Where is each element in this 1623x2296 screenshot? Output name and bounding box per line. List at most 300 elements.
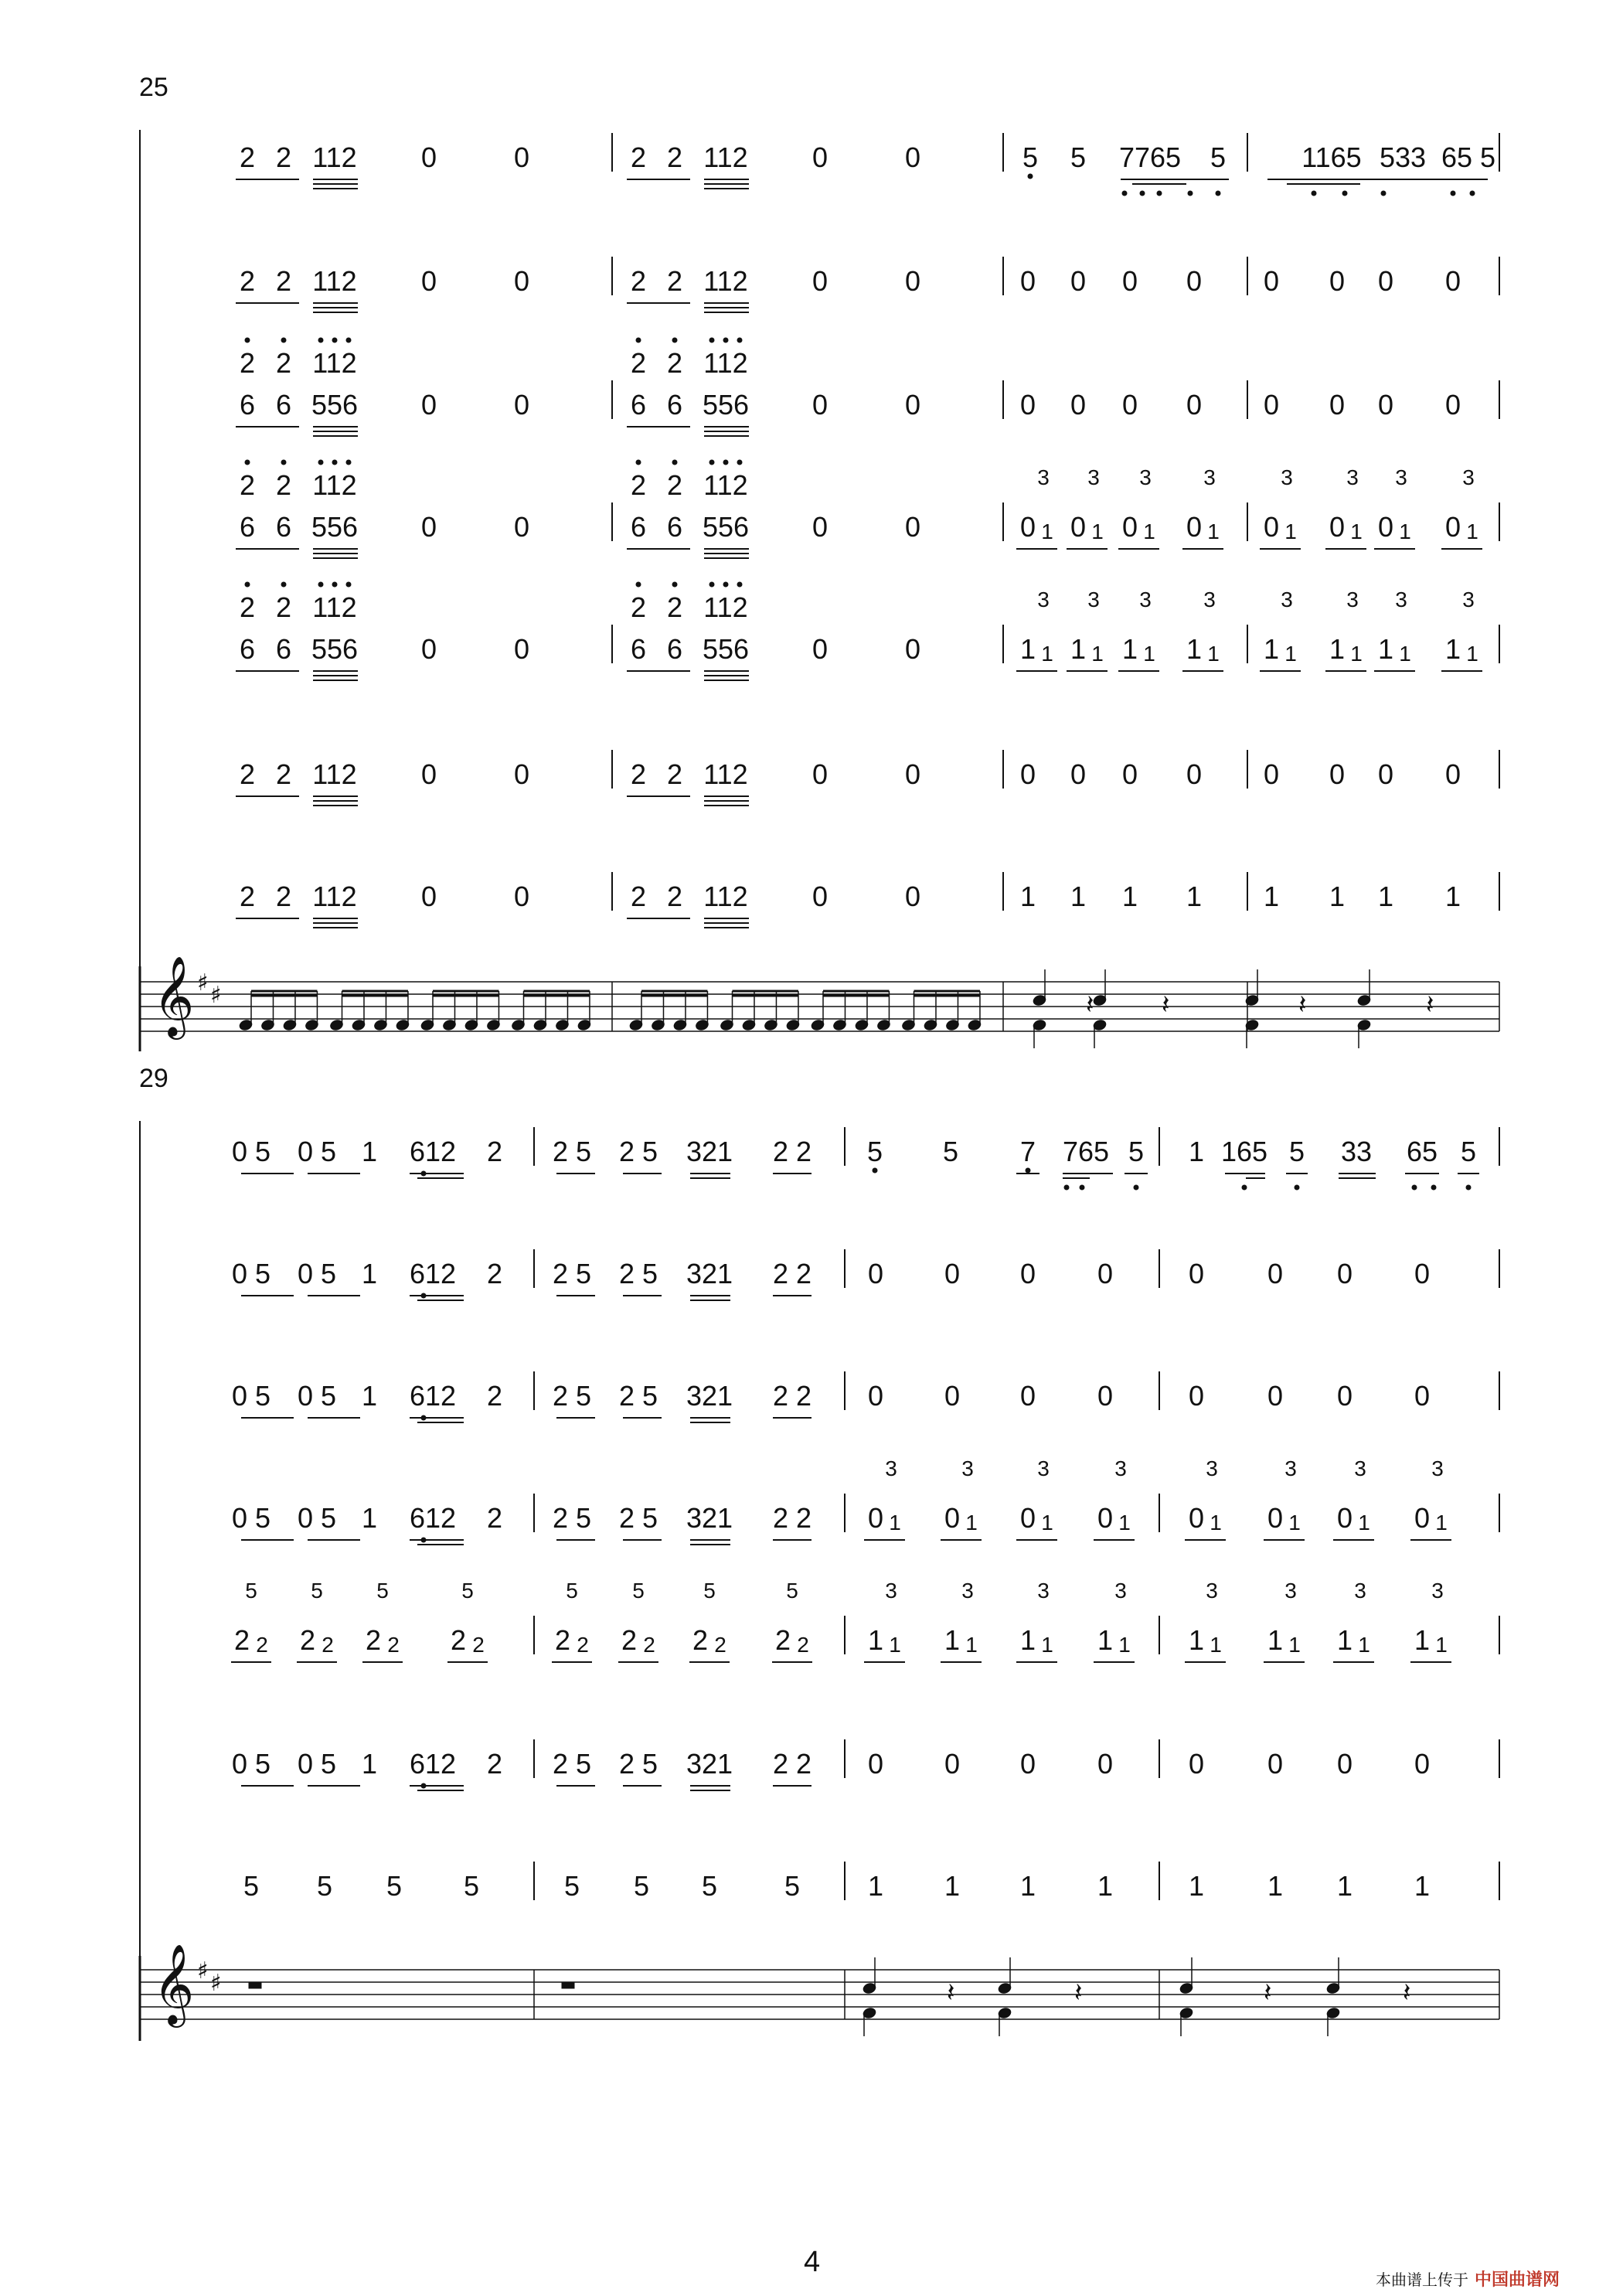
- note-group: 0 5: [297, 1258, 337, 1289]
- quarter-rest-icon: 𝄽: [1426, 990, 1434, 1020]
- note-small: 1: [1288, 1511, 1301, 1535]
- note-small: 1: [1399, 642, 1411, 666]
- note: 1: [1336, 1870, 1353, 1902]
- note-small: 1: [1466, 519, 1478, 543]
- note: 0: [1414, 1380, 1431, 1412]
- note: 0: [1263, 758, 1280, 790]
- tuplet-number: 3: [1431, 1579, 1444, 1603]
- note: 0: [1121, 389, 1138, 421]
- tuplet-number: 3: [1139, 465, 1152, 489]
- tuplet-number: 3: [1037, 1456, 1050, 1480]
- note-small: 1: [1041, 519, 1053, 543]
- tuplet-number: 3: [1037, 1579, 1050, 1603]
- note: 2: [275, 265, 292, 297]
- note: 0: [1188, 1502, 1205, 1534]
- note-upper: 2: [239, 591, 256, 623]
- note: 0: [1329, 265, 1346, 297]
- note-group: 612: [409, 1748, 457, 1780]
- note-group: 0 5: [231, 1258, 271, 1289]
- note: 2: [486, 1258, 503, 1289]
- note-group: 112: [312, 758, 357, 790]
- note-upper: 2: [666, 347, 683, 379]
- note: 0: [1267, 1502, 1284, 1534]
- note-group: 2 5: [618, 1380, 658, 1412]
- note-small: 1: [1284, 519, 1297, 543]
- note: 2: [239, 265, 256, 297]
- note-small: 1: [1041, 1511, 1053, 1535]
- octave-dot: [1431, 1185, 1437, 1191]
- note-small: 1: [1207, 519, 1220, 543]
- octave-dot: [1188, 191, 1193, 196]
- note: 0: [1097, 1258, 1114, 1289]
- octave-dot: [1312, 191, 1317, 196]
- note: 0: [867, 1380, 884, 1412]
- note-group: 0 5: [231, 1502, 271, 1534]
- octave-dot: [1028, 174, 1033, 179]
- note: 2: [275, 141, 292, 173]
- note-small: 2: [577, 1633, 589, 1657]
- note-group: 2 5: [618, 1502, 658, 1534]
- note: 1: [1414, 1870, 1431, 1902]
- note-group: 65 5: [1441, 141, 1496, 173]
- quarter-rest-icon: 𝄽: [1298, 990, 1307, 1020]
- octave-dot: [1342, 191, 1348, 196]
- note: 0: [1377, 389, 1394, 421]
- rest: 0: [904, 633, 921, 665]
- octave-dot: [281, 338, 287, 343]
- note-group: 112: [703, 881, 748, 912]
- note-group: 612: [409, 1136, 457, 1167]
- tuplet-number: 3: [1431, 1456, 1444, 1480]
- tuplet-number: 3: [1206, 1456, 1218, 1480]
- note: 0: [1377, 511, 1394, 543]
- note-small: 2: [797, 1633, 809, 1657]
- note-group: 321: [686, 1136, 733, 1167]
- note-group: 556: [702, 511, 750, 543]
- octave-dot: [737, 460, 743, 465]
- note: 0: [1329, 389, 1346, 421]
- quarter-rest-icon: 𝄽: [1403, 1977, 1411, 2008]
- tuplet-number: 3: [961, 1579, 974, 1603]
- note: 0: [944, 1380, 961, 1412]
- note: 2: [486, 1748, 503, 1780]
- note: 1: [1263, 633, 1280, 665]
- note-group: 2 5: [618, 1748, 658, 1780]
- note: 5: [563, 1870, 580, 1902]
- rest: 0: [904, 511, 921, 543]
- note-group: 0 5: [297, 1748, 337, 1780]
- upper-number: 5: [376, 1579, 389, 1603]
- note: 0: [1336, 1380, 1353, 1412]
- note-small: 1: [1358, 1511, 1370, 1535]
- note-small: 1: [889, 1511, 901, 1535]
- note-small: 1: [1143, 642, 1155, 666]
- rest: 0: [420, 633, 437, 665]
- quarter-rest-icon: 𝄽: [1264, 1977, 1272, 2008]
- sharp-icon: ♯: [210, 1970, 222, 1997]
- note: 1: [867, 1870, 884, 1902]
- note-group: 2 5: [618, 1136, 658, 1167]
- note-group: 556: [311, 633, 359, 665]
- note: 0: [1188, 1748, 1205, 1780]
- note: 0: [1329, 758, 1346, 790]
- note: 1: [1019, 633, 1036, 665]
- tuplet-number: 3: [1087, 465, 1100, 489]
- note: 5: [942, 1136, 959, 1167]
- note: 0: [1019, 1748, 1036, 1780]
- octave-dot: [1157, 191, 1162, 196]
- note-upper: 2: [630, 469, 647, 501]
- note-group-upper: 112: [312, 469, 357, 501]
- note: 0: [1019, 758, 1036, 790]
- note: 0: [1444, 758, 1461, 790]
- note-group: 321: [686, 1502, 733, 1534]
- note: 5: [633, 1870, 650, 1902]
- octave-dot: [1466, 1185, 1472, 1191]
- treble-clef-icon: 𝄞: [153, 956, 195, 1037]
- note: 1: [1070, 881, 1087, 912]
- note-small: 1: [1399, 519, 1411, 543]
- rest: 0: [904, 141, 921, 173]
- note: 5: [243, 1870, 260, 1902]
- note: 2: [275, 758, 292, 790]
- tuplet-number: 3: [1114, 1579, 1127, 1603]
- octave-dot: [245, 338, 250, 343]
- octave-dot: [346, 460, 352, 465]
- note-small: 1: [1288, 1633, 1301, 1657]
- quarter-rest-icon: 𝄽: [1074, 1977, 1083, 2008]
- note: 2: [774, 1624, 791, 1656]
- note-group: 0 5: [231, 1380, 271, 1412]
- note: 1: [944, 1870, 961, 1902]
- note: 0: [1121, 758, 1138, 790]
- note: 0: [1263, 389, 1280, 421]
- note: 2: [630, 758, 647, 790]
- note-group: 765: [1062, 1136, 1110, 1167]
- octave-dot: [1470, 191, 1475, 196]
- note: 6: [275, 389, 292, 421]
- note: 1: [1377, 881, 1394, 912]
- note: 6: [275, 633, 292, 665]
- note: 1: [1019, 881, 1036, 912]
- measure-number-25: 25: [139, 73, 168, 102]
- note: 5: [1288, 1136, 1305, 1167]
- octave-dot: [709, 460, 715, 465]
- note-small: 1: [1207, 642, 1220, 666]
- note-group: 0 5: [297, 1136, 337, 1167]
- note: 1: [1267, 1870, 1284, 1902]
- note-group: 556: [702, 633, 750, 665]
- note: 2: [233, 1624, 250, 1656]
- note-small: 1: [1435, 1511, 1448, 1535]
- note: 0: [1121, 511, 1138, 543]
- note-group: 0 5: [297, 1380, 337, 1412]
- note-group: 2 5: [552, 1136, 592, 1167]
- sharp-icon: ♯: [197, 1957, 209, 1984]
- rest: 0: [812, 758, 829, 790]
- rest: 0: [812, 511, 829, 543]
- note: 5: [701, 1870, 718, 1902]
- rest: 0: [812, 265, 829, 297]
- octave-dot: [672, 582, 678, 588]
- note-small: 1: [889, 1633, 901, 1657]
- note-group: 556: [702, 389, 750, 421]
- note: 0: [944, 1748, 961, 1780]
- note: 5: [1460, 1136, 1477, 1167]
- note: 6: [239, 511, 256, 543]
- note-group: 612: [409, 1380, 457, 1412]
- note: 1: [1377, 633, 1394, 665]
- octave-dot: [346, 338, 352, 343]
- note: 6: [630, 389, 647, 421]
- note: 0: [867, 1748, 884, 1780]
- tuplet-number: 3: [1139, 588, 1152, 611]
- tuplet-number: 3: [1037, 465, 1050, 489]
- note-group: 1165: [1301, 141, 1362, 173]
- note-group: 112: [703, 141, 748, 173]
- note-group: 112: [703, 758, 748, 790]
- tuplet-number: 3: [1462, 588, 1475, 611]
- note: 5: [463, 1870, 480, 1902]
- note: 0: [1267, 1380, 1284, 1412]
- note-group: 2 2: [772, 1258, 812, 1289]
- octave-dot: [332, 582, 338, 588]
- octave-dot: [318, 582, 324, 588]
- octave-dot: [1216, 191, 1221, 196]
- note-group: 112: [703, 265, 748, 297]
- note: 2: [692, 1624, 709, 1656]
- note: 0: [1414, 1502, 1431, 1534]
- note-small: 1: [1118, 1633, 1131, 1657]
- note-upper: 2: [275, 347, 292, 379]
- note-small: 1: [1435, 1633, 1448, 1657]
- tuplet-number: 3: [1284, 1579, 1297, 1603]
- note: 0: [1070, 758, 1087, 790]
- tuplet-number: 3: [1395, 588, 1407, 611]
- note: 0: [867, 1258, 884, 1289]
- octave-dot: [1080, 1185, 1085, 1191]
- octave-dot: [346, 582, 352, 588]
- note-small: 1: [1210, 1511, 1222, 1535]
- upper-number: 5: [786, 1579, 798, 1603]
- note-group: 556: [311, 389, 359, 421]
- note: 1: [1329, 633, 1346, 665]
- note: 1: [1188, 1870, 1205, 1902]
- note-small: 1: [1210, 1633, 1222, 1657]
- upper-number: 5: [632, 1579, 645, 1603]
- note: 0: [1121, 265, 1138, 297]
- note-small: 2: [714, 1633, 726, 1657]
- note-small: 1: [1143, 519, 1155, 543]
- tuplet-number: 3: [1284, 1456, 1297, 1480]
- note: 1: [944, 1624, 961, 1656]
- note: 1: [867, 1624, 884, 1656]
- note-upper: 2: [630, 591, 647, 623]
- tuplet-number: 3: [1281, 588, 1293, 611]
- note-group: 2 5: [552, 1380, 592, 1412]
- note: 1: [1188, 1136, 1205, 1167]
- rest: 0: [812, 881, 829, 912]
- note-small: 2: [472, 1633, 485, 1657]
- octave-dot: [1295, 1185, 1300, 1191]
- note: 0: [1186, 511, 1203, 543]
- measure-number-29: 29: [139, 1064, 168, 1093]
- tuplet-number: 3: [1354, 1456, 1366, 1480]
- octave-dot: [737, 338, 743, 343]
- note-group: 2 2: [772, 1502, 812, 1534]
- note: 2: [239, 881, 256, 912]
- rest: 0: [812, 141, 829, 173]
- note: 1: [1444, 633, 1461, 665]
- note: 7: [1019, 1136, 1036, 1167]
- note-small: 1: [1041, 642, 1053, 666]
- rest: 0: [420, 141, 437, 173]
- note: 1: [361, 1136, 378, 1167]
- octave-dot: [873, 1168, 878, 1174]
- tuplet-number: 3: [885, 1456, 897, 1480]
- tuplet-number: 3: [1462, 465, 1475, 489]
- tuplet-number: 3: [1354, 1579, 1366, 1603]
- octave-dot: [421, 1783, 427, 1789]
- octave-dot: [1381, 191, 1387, 196]
- note: 0: [1377, 758, 1394, 790]
- note: 0: [1263, 265, 1280, 297]
- upper-number: 5: [245, 1579, 257, 1603]
- note: 5: [1022, 141, 1039, 173]
- note-group: 321: [686, 1380, 733, 1412]
- rest: 0: [904, 265, 921, 297]
- octave-dot: [636, 460, 641, 465]
- note: 0: [1444, 389, 1461, 421]
- note-small: 1: [1091, 519, 1104, 543]
- note-group: 2 5: [618, 1258, 658, 1289]
- note-small: 1: [1118, 1511, 1131, 1535]
- note-group: 321: [686, 1258, 733, 1289]
- note: 2: [239, 141, 256, 173]
- note: 0: [1263, 511, 1280, 543]
- octave-dot: [723, 460, 729, 465]
- octave-dot: [709, 338, 715, 343]
- note-small: 1: [1466, 642, 1478, 666]
- note: 0: [1070, 265, 1087, 297]
- tuplet-number: 3: [1346, 588, 1359, 611]
- note: 0: [1188, 1380, 1205, 1412]
- rest: 0: [513, 265, 530, 297]
- note: 5: [784, 1870, 801, 1902]
- note: 2: [630, 141, 647, 173]
- tuplet-number: 3: [1203, 465, 1216, 489]
- note: 2: [630, 881, 647, 912]
- octave-dot: [332, 338, 338, 343]
- note: 0: [944, 1502, 961, 1534]
- upper-number: 5: [703, 1579, 716, 1603]
- rest: 0: [420, 758, 437, 790]
- note: 5: [316, 1870, 333, 1902]
- note-group: 2 2: [772, 1136, 812, 1167]
- octave-dot: [1064, 1185, 1070, 1191]
- octave-dot: [636, 338, 641, 343]
- note: 0: [1019, 511, 1036, 543]
- note-group-upper: 112: [703, 591, 748, 623]
- tuplet-number: 3: [1114, 1456, 1127, 1480]
- note: 0: [1097, 1502, 1114, 1534]
- note: 1: [1186, 633, 1203, 665]
- tuplet-number: 3: [885, 1579, 897, 1603]
- note: 0: [944, 1258, 961, 1289]
- note-group: 2 5: [552, 1748, 592, 1780]
- note: 0: [1019, 389, 1036, 421]
- note: 2: [630, 265, 647, 297]
- tuplet-number: 3: [1395, 465, 1407, 489]
- note: 1: [1019, 1870, 1036, 1902]
- upper-number: 5: [461, 1579, 474, 1603]
- note-group: 65: [1406, 1136, 1438, 1167]
- rest: 0: [904, 881, 921, 912]
- note: 5: [1070, 141, 1087, 173]
- octave-dot: [245, 582, 250, 588]
- note: 2: [486, 1136, 503, 1167]
- note: 2: [239, 758, 256, 790]
- octave-dot: [421, 1293, 427, 1299]
- octave-dot: [245, 460, 250, 465]
- footer-text: 本曲谱上传于: [1376, 2272, 1468, 2289]
- note-group-upper: 112: [703, 469, 748, 501]
- rest: 0: [420, 389, 437, 421]
- note: 0: [1186, 389, 1203, 421]
- note-group: 112: [312, 265, 357, 297]
- note: 1: [1186, 881, 1203, 912]
- octave-dot: [1134, 1185, 1139, 1191]
- rest: 0: [513, 633, 530, 665]
- note-small: 1: [1350, 642, 1363, 666]
- note-group: 2 2: [772, 1748, 812, 1780]
- rest: 0: [904, 758, 921, 790]
- octave-dot: [1451, 191, 1456, 196]
- note-group: 321: [686, 1748, 733, 1780]
- note-group: 0 5: [231, 1748, 271, 1780]
- octave-dot: [421, 1171, 427, 1177]
- rest: 0: [513, 389, 530, 421]
- note-upper: 2: [275, 469, 292, 501]
- tuplet-number: 3: [1037, 588, 1050, 611]
- note: 2: [275, 881, 292, 912]
- note: 5: [1210, 141, 1227, 173]
- rest: 0: [513, 511, 530, 543]
- note-upper: 2: [239, 347, 256, 379]
- note: 0: [1019, 1502, 1036, 1534]
- note: 0: [1336, 1258, 1353, 1289]
- note: 1: [361, 1258, 378, 1289]
- note-group: 612: [409, 1258, 457, 1289]
- octave-dot: [1412, 1185, 1417, 1191]
- octave-dot: [737, 582, 743, 588]
- note: 0: [1377, 265, 1394, 297]
- note-upper: 2: [275, 591, 292, 623]
- note: 2: [666, 141, 683, 173]
- tuplet-number: 3: [1203, 588, 1216, 611]
- note: 6: [275, 511, 292, 543]
- sharp-icon: ♯: [210, 982, 222, 1009]
- note: 0: [1329, 511, 1346, 543]
- note-small: 1: [1041, 1633, 1053, 1657]
- note: 1: [1414, 1624, 1431, 1656]
- note: 1: [1336, 1624, 1353, 1656]
- note-group: 2 2: [772, 1380, 812, 1412]
- note-group: 556: [311, 511, 359, 543]
- note-group-upper: 112: [312, 347, 357, 379]
- note: 6: [666, 633, 683, 665]
- octave-dot: [332, 460, 338, 465]
